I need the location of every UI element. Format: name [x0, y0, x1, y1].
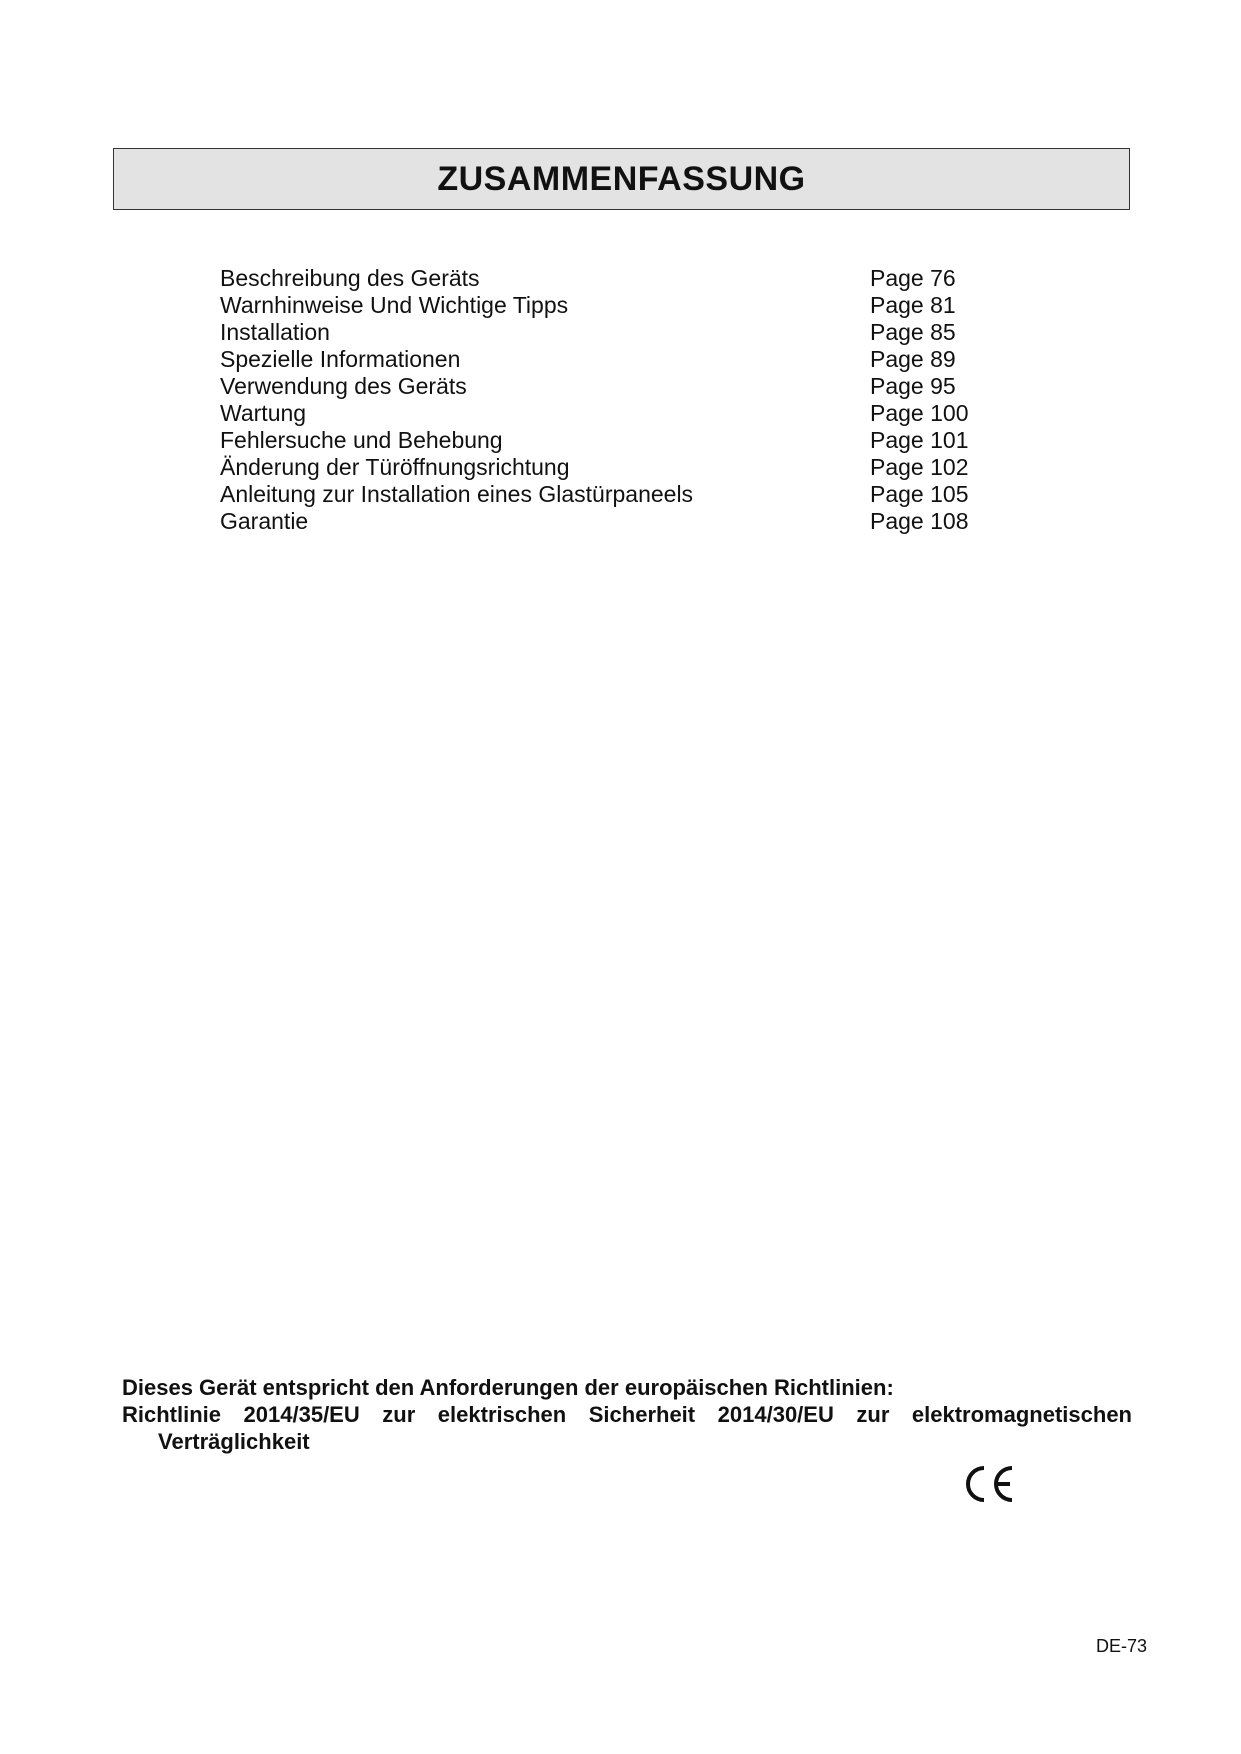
toc-row[interactable]	[220, 454, 1000, 481]
toc-page: Page 102	[870, 454, 969, 480]
toc-label: Fehlersuche und Behebung	[220, 427, 503, 453]
toc-page: Page 100	[870, 400, 969, 426]
toc-row[interactable]	[220, 400, 1000, 427]
table-of-contents	[220, 265, 1000, 535]
toc-page: Page 89	[870, 346, 956, 372]
toc-row[interactable]	[220, 481, 1000, 508]
toc-row[interactable]	[220, 508, 1000, 535]
notice-line: Dieses Gerät entspricht den Anforderungen der europäischen Richtlinien:	[122, 1375, 894, 1400]
compliance-notice	[122, 1374, 1132, 1455]
toc-page: Page 108	[870, 508, 969, 534]
notice-line: Verträglichkeit	[158, 1429, 310, 1454]
ce-mark-icon	[960, 1462, 1020, 1506]
toc-page: Page 81	[870, 292, 956, 318]
toc-page: Page 76	[870, 265, 956, 291]
page-number: DE-73	[1096, 1636, 1148, 1656]
toc-page: Page 85	[870, 319, 956, 345]
toc-label: Installation	[220, 319, 330, 345]
toc-row[interactable]	[220, 346, 1000, 373]
toc-label: Verwendung des Geräts	[220, 373, 467, 399]
toc-page: Page 95	[870, 373, 956, 399]
notice-line: Richtlinie 2014/35/EU zur elektrischen Sicherheit 2014/30/EU zur elektromagnetischen	[122, 1402, 1132, 1427]
title-box	[113, 148, 1130, 210]
page-title: ZUSAMMENFASSUNG	[437, 159, 806, 198]
toc-label: Spezielle Informationen	[220, 346, 461, 372]
toc-page: Page 101	[870, 427, 969, 453]
toc-label: Beschreibung des Geräts	[220, 265, 480, 291]
toc-row[interactable]	[220, 427, 1000, 454]
toc-row[interactable]	[220, 319, 1000, 346]
toc-row[interactable]	[220, 292, 1000, 319]
toc-label: Anleitung zur Installation eines Glastürpaneels	[220, 481, 694, 507]
toc-label: Änderung der Türöffnungsrichtung	[220, 454, 570, 480]
toc-label: Warnhinweise Und Wichtige Tipps	[220, 292, 569, 318]
toc-page: Page 105	[870, 481, 969, 507]
toc-label: Wartung	[220, 400, 307, 426]
toc-label: Garantie	[220, 508, 309, 534]
toc-row[interactable]	[220, 373, 1000, 400]
toc-row[interactable]	[220, 265, 1000, 292]
